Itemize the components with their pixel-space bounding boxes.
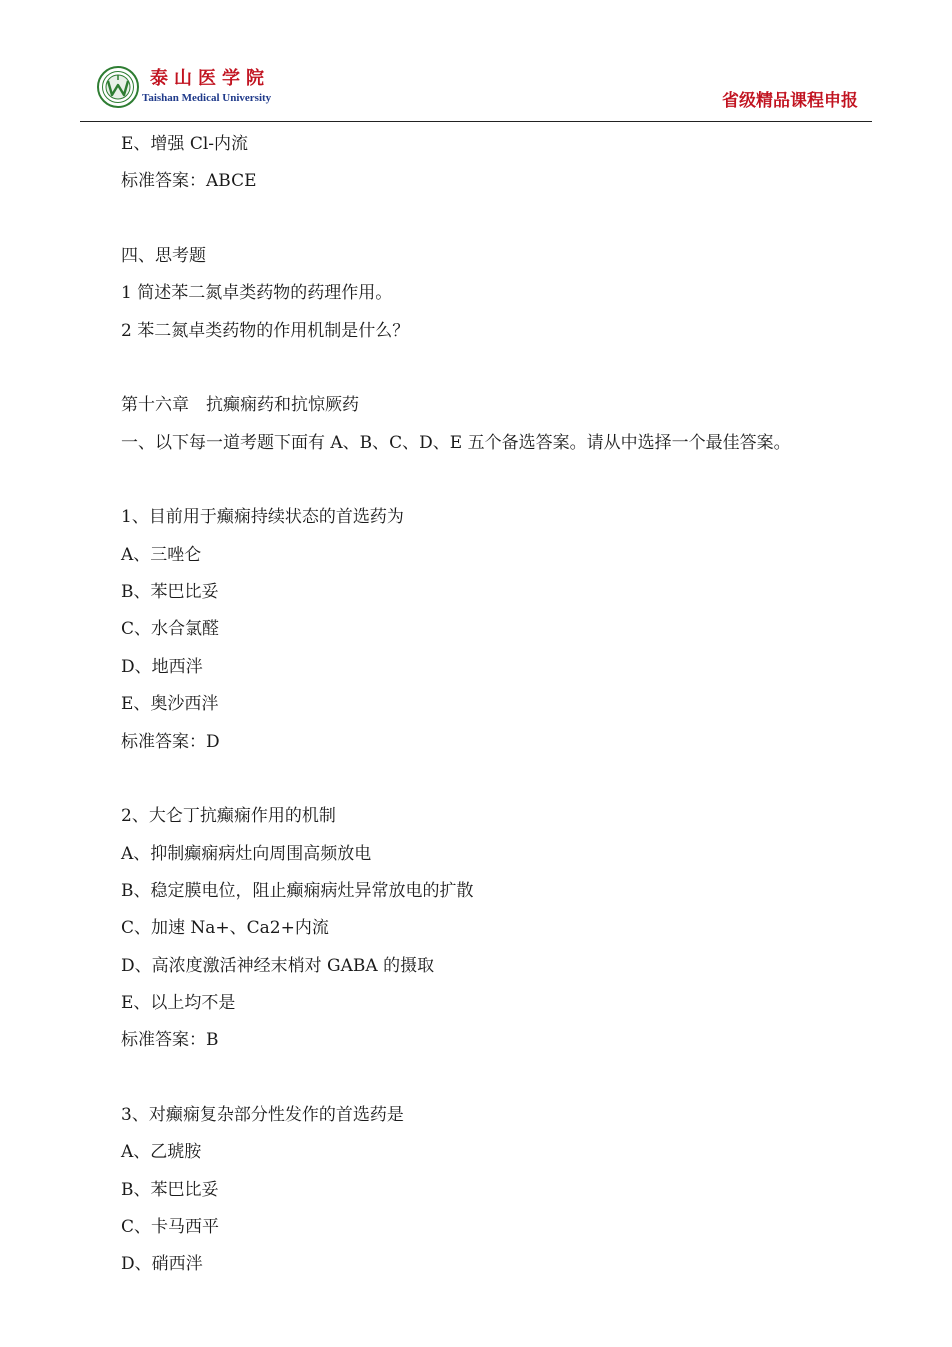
university-name-en: Taishan Medical University xyxy=(142,92,272,104)
header-divider xyxy=(80,121,872,122)
option-c: C、加速 Na+、Ca2+内流 xyxy=(121,918,329,939)
question-stem: 1、目前用于癫痫持续状态的首选药为 xyxy=(121,507,404,528)
think-question: 1 简述苯二氮卓类药物的药理作用。 xyxy=(121,283,393,304)
page-header xyxy=(0,0,952,124)
option-e: E、奥沙西泮 xyxy=(121,694,219,715)
option-e: E、以上均不是 xyxy=(121,992,236,1013)
option-b: B、苯巴比妥 xyxy=(121,1179,219,1200)
document-body xyxy=(121,126,861,1284)
option-a: A、抑制癫痫病灶向周围高频放电 xyxy=(121,843,372,864)
instruction-text: 一、以下每一道考题下面有 A、B、C、D、E 五个备选答案。请从中选择一个最佳答案。 xyxy=(121,432,791,453)
option-c: C、卡马西平 xyxy=(121,1216,220,1237)
previous-option-e: E、增强 Cl-内流 xyxy=(121,134,249,154)
chapter-title: 第十六章 抗癫痫药和抗惊厥药 xyxy=(121,395,359,416)
option-d: D、地西泮 xyxy=(121,656,203,677)
university-name-cn: 泰山医学院 xyxy=(150,68,270,89)
section-title: 四、思考题 xyxy=(121,246,206,267)
university-seal-icon xyxy=(97,66,139,108)
standard-answer: 标准答案：D xyxy=(121,731,220,752)
course-application-title: 省级精品课程申报 xyxy=(722,91,858,111)
question-stem: 3、对癫痫复杂部分性发作的首选药是 xyxy=(121,1104,404,1125)
previous-answer: 标准答案：ABCE xyxy=(121,171,257,192)
option-a: A、乙琥胺 xyxy=(121,1142,202,1163)
option-d: D、硝西泮 xyxy=(121,1254,203,1275)
think-question: 2 苯二氮卓类药物的作用机制是什么？ xyxy=(121,320,410,341)
question-stem: 2、大仑丁抗癫痫作用的机制 xyxy=(121,806,336,827)
option-b: B、苯巴比妥 xyxy=(121,582,219,603)
option-c: C、水合氯醛 xyxy=(121,619,220,640)
option-d: D、高浓度激活神经末梢对 GABA 的摄取 xyxy=(121,955,435,976)
option-b: B、稳定膜电位，阻止癫痫病灶异常放电的扩散 xyxy=(121,880,474,901)
option-a: A、三唑仑 xyxy=(121,544,202,565)
standard-answer: 标准答案：B xyxy=(121,1030,219,1051)
